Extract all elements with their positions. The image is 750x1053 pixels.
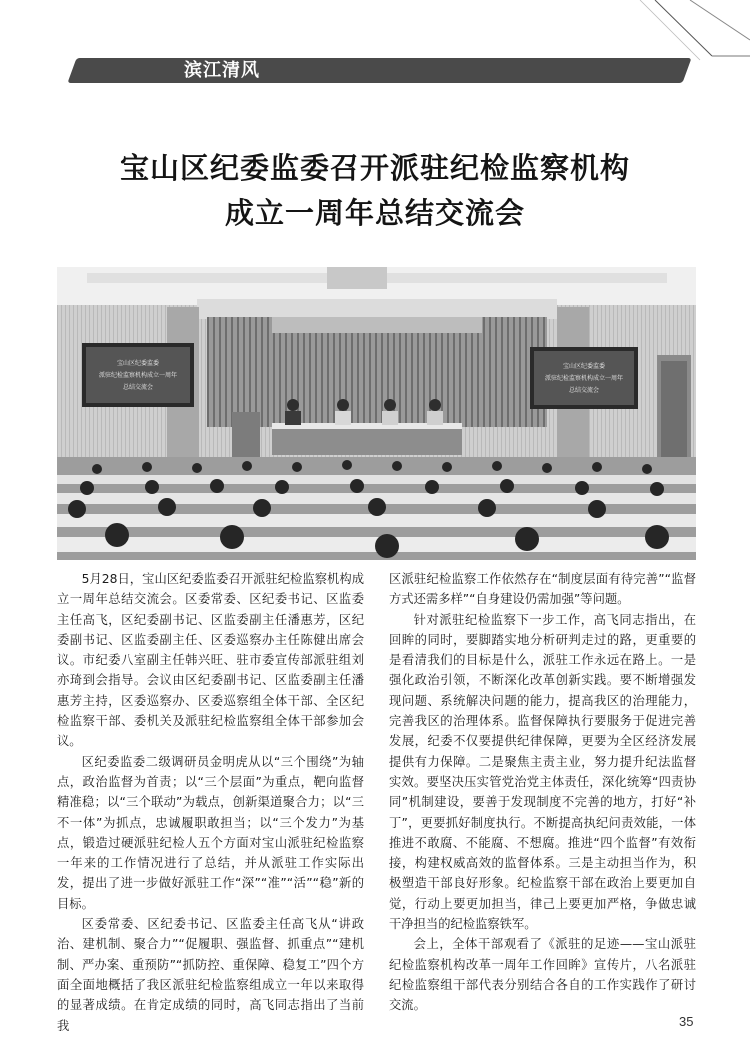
svg-text:派驻纪检监察机构成立一周年: 派驻纪检监察机构成立一周年 [544,375,624,382]
section-banner [67,58,691,83]
paragraph: 区纪委监委二级调研员金明虎从以“三个围绕”为轴点，政治监督为首责；以“三个层面”为重点，靶向监督精准稳；以“三个联动”为载点，创新渠道聚合力；以“三不一体”为抓点，忠诚履职敢担当；以“三个发力”为基点，锻造过硬派驻纪检人五个方面对宝山派驻纪检监察一年来的工作情况进行了总结，并从派驻工作实际出发，提出了进一步做好派驻工作“深”“准”“活”“稳”新的目标。 [57,754,364,911]
article-title-line2: 成立一周年总结交流会 [224,196,525,230]
paragraph: 区委常委、区纪委书记、区监委主任高飞从“讲政治、建机制、聚合力”“促履职、强监督、抓重点”“建机制、严办案、重预防”“抓防控、重保障、稳复工”四个方面全面地概括了我区派驻纪检监察组成立一年以来取得的显著成绩。在肯定成绩的同时，高飞同志指出了当前我 [57,917,364,1033]
svg-text:宝山区纪委监委: 宝山区纪委监委 [562,363,606,370]
svg-text:总结交流会: 总结交流会 [122,384,154,391]
article-title-line1: 宝山区纪委监委召开派驻纪检监察机构 [119,151,630,185]
svg-text:总结交流会: 总结交流会 [568,387,600,394]
svg-text:派驻纪检监察机构成立一周年: 派驻纪检监察机构成立一周年 [98,372,178,379]
paragraph: 会上，全体干部观看了《派驻的足迹——宝山派驻纪检监察机构改革一周年工作回眸》宣传片，八名派驻纪检监察组干部代表分别结合各自的工作实践作了研讨交流。 [389,937,696,1013]
section-label: 滨江清风 [184,60,260,81]
right-screen [530,347,638,409]
svg-text:宝山区纪委监委: 宝山区纪委监委 [116,360,160,367]
conference-photo [57,267,696,560]
body-column-left [57,569,364,1036]
paragraph: 区派驻纪检监察工作依然存在“制度层面有待完善”“监督方式还需多样”“自身建设仍需加强”等问题。 [389,572,696,607]
paragraph: 针对派驻纪检监察下一步工作，高飞同志指出，在回眸的同时，要脚踏实地分析研判走过的路，更重要的是看清我们的目标是什么，派驻工作永远在路上。一是强化政治引领，不断深化改革创新实践。要不断增强发现问题、系统解决问题的能力，提高我区的治理能力，完善我区的治理体系。监督保障执行要服务于促进完善发展，纪委不仅要提供纪律保障，更要为全区经济发展提供有力保障。二是聚焦主责主业，努力提升纪法监督实效。要坚决压实管党治党主体责任，深化统筹“四责协同”机制建设，要善于发现制度不完善的地方，打好“补丁”，更要抓好制度执行。不断提高执纪问责效能，一体推进不敢腐、不能腐、不想腐。推进“四个监督”有效衔接，构建权威高效的监督体系。三是主动担当作为，积极塑造干部良好形象。纪检监察干部在政治上要更加自觉，行动上要更加担当，律己上要更加严格，争做忠诚干净担当的纪检监察铁军。 [389,612,696,932]
paragraph: 5月28日，宝山区纪委监委召开派驻纪检监察机构成立一周年总结交流会。区委常委、区纪委书记、区监委主任高飞，区纪委副书记、区监委副主任潘惠芳，区纪委副书记、区监委副主任、区委巡察办主任陈健出席会议。市纪委八室副主任韩兴旺、驻市委宣传部派驻组刘亦琦到会指导。会议由区纪委副书记、区监委副主任潘惠芳主持，区委巡察办、区委巡察组全体干部、全区纪检监察干部、委机关及派驻纪检监察组全体干部参加会议。 [57,572,364,749]
body-column-right [389,569,696,1016]
page-number: 35 [679,1014,694,1029]
left-screen [82,343,194,407]
